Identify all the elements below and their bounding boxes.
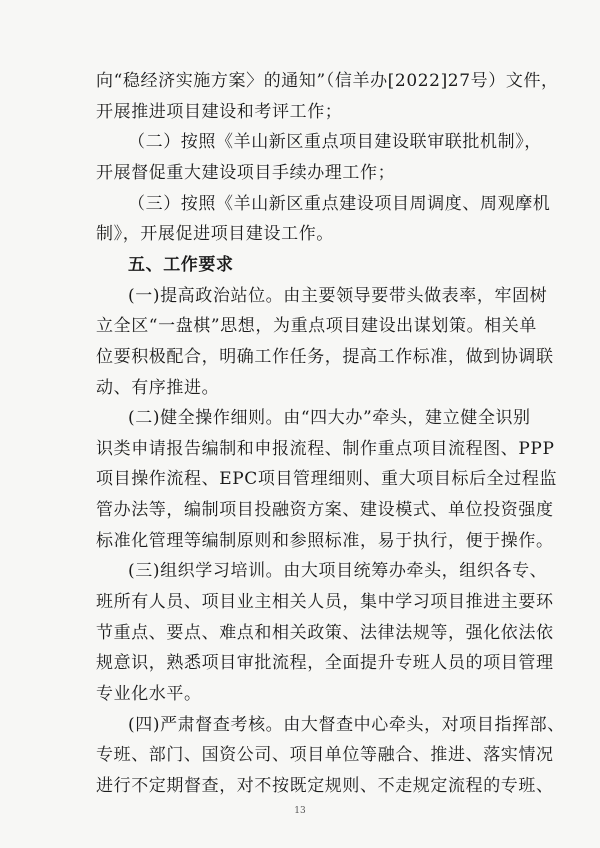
- text-line: 节重点、要点、难点和相关政策、法律法规等，强化依法依: [96, 623, 554, 643]
- text-line: (四)严肃督查考核。由大督查中心牵头，对项目指挥部、: [128, 715, 565, 735]
- text-line: 向“稳经济实施方案〉的通知”（信羊办[2022]27号）文件，: [96, 71, 559, 91]
- text-line: 位要积极配合，明确工作任务，提高工作标准，做到协调联: [96, 347, 554, 367]
- text-line: 规意识，熟悉项目审批流程，全面提升专班人员的项目管理: [96, 653, 554, 673]
- text-line: (二)健全操作细则。由“四大办”牵头，建立健全识别: [128, 408, 531, 428]
- text-line: （三）按照《羊山新区重点建设项目周调度、周观摩机: [128, 194, 551, 214]
- text-line: 立全区“一盘棋”思想，为重点项目建设出谋划策。相关单: [96, 316, 537, 336]
- text-line: (三)组织学习培训。由大项目统筹办牵头，组织各专、: [128, 561, 548, 581]
- text-line: 识类申请报告编制和申报流程、制作重点项目流程图、PPP: [96, 439, 555, 459]
- text-line: 班所有人员、项目业主相关人员，集中学习项目推进主要环: [96, 592, 554, 612]
- text-line: 项目操作流程、EPC项目管理细则、重大项目标后全过程监: [96, 469, 558, 489]
- page-number: 13: [294, 806, 306, 816]
- text-line: (一)提高政治站位。由主要领导要带头做表率，牢固树: [128, 286, 548, 306]
- text-line: 专班、部门、国资公司、项目单位等融合、推进、落实情况: [96, 745, 554, 765]
- text-line: 开展推进项目建设和考评工作；: [96, 102, 343, 122]
- text-line: 开展督促重大建设项目手续办理工作；: [96, 163, 396, 183]
- text-line: 进行不定期督查，对不按既定规则、不走规定流程的专班、: [96, 776, 554, 796]
- text-line: 管办法等，编制项目投融资方案、建设模式、单位投资强度: [96, 500, 554, 520]
- section-heading: 五、工作要求: [128, 255, 234, 275]
- text-line: 标准化管理等编制原则和参照标准，易于执行，便于操作。: [96, 531, 554, 551]
- text-line: 专业化水平。: [96, 684, 202, 704]
- text-line: 制》，开展促进项目建设工作。: [96, 224, 334, 244]
- text-line: 动、有序推进。: [96, 378, 220, 398]
- text-line: （二）按照《羊山新区重点项目建设联审联批机制》，: [128, 132, 542, 152]
